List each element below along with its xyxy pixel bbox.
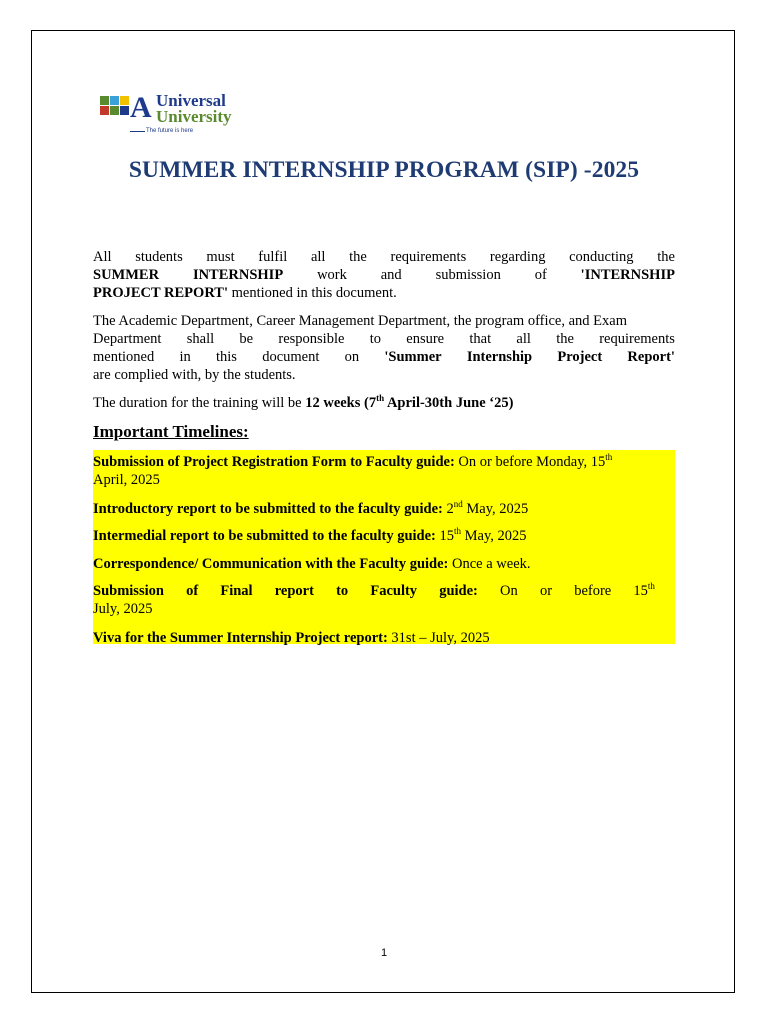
- text: the: [657, 249, 675, 265]
- timeline-item-registration: [93, 453, 675, 489]
- timeline-item-intermedial: [93, 527, 675, 545]
- text: Department: [93, 331, 162, 347]
- text: to: [369, 331, 381, 347]
- logo-tiles-icon: [100, 96, 130, 120]
- text: report: [274, 583, 314, 599]
- text: conducting: [569, 249, 634, 265]
- text: work: [317, 267, 347, 283]
- text: The duration for the training will be: [93, 395, 306, 411]
- paragraph-requirements: [93, 248, 675, 302]
- university-logo: [100, 92, 240, 136]
- text: 31st – July, 2025: [387, 630, 490, 646]
- text: Introductory report to be submitted to the faculty guide:: [93, 501, 443, 517]
- text: requirements: [599, 331, 675, 347]
- text: PROJECT REPORT': [93, 285, 228, 301]
- text: Intermedial report to be submitted to the faculty guide:: [93, 528, 436, 544]
- text: th: [605, 452, 613, 463]
- logo-tagline-rule: [130, 131, 145, 132]
- text: submission: [435, 267, 501, 283]
- text: mentioned in this document.: [227, 285, 397, 301]
- text: responsible: [278, 331, 345, 347]
- text: Faculty: [370, 583, 418, 599]
- text: guide:: [439, 583, 478, 599]
- text: to: [336, 583, 349, 599]
- text: Final: [220, 583, 253, 599]
- text: On or before Monday, 15: [454, 454, 606, 470]
- text: that: [469, 331, 492, 347]
- text: Viva for the Summer Internship Project report:: [93, 630, 388, 646]
- text: th: [454, 526, 462, 537]
- text: regarding: [489, 249, 546, 265]
- text: 'Summer: [384, 349, 442, 365]
- text: th: [647, 581, 655, 592]
- text: 12 weeks (7: [305, 395, 377, 411]
- text: requirements: [390, 249, 467, 265]
- text: May, 2025: [462, 501, 529, 517]
- text: shall: [186, 331, 215, 347]
- text: May, 2025: [461, 528, 527, 544]
- text: this: [216, 349, 237, 365]
- text: 2: [442, 501, 454, 517]
- text: before: [574, 583, 612, 599]
- text: all: [516, 331, 531, 347]
- text: or: [539, 583, 553, 599]
- timelines-heading: Important Timelines:: [93, 422, 249, 441]
- text: must: [206, 249, 235, 265]
- text: 15: [633, 583, 648, 599]
- logo-name-line1: Universal: [156, 91, 226, 110]
- text: SUMMER: [93, 267, 160, 283]
- paragraph-departments: [93, 312, 675, 384]
- timeline-item-correspondence: [93, 555, 675, 573]
- text: INTERNSHIP: [192, 267, 284, 283]
- text: students: [135, 249, 183, 265]
- text: Internship: [466, 349, 533, 365]
- text: on: [344, 349, 360, 365]
- text: are complied with, by the students.: [93, 367, 296, 383]
- text: 'INTERNSHIP: [580, 267, 675, 283]
- text: document: [262, 349, 320, 365]
- text: mentioned: [93, 349, 155, 365]
- text: be: [239, 331, 254, 347]
- text: ensure: [406, 331, 445, 347]
- text: July, 2025: [93, 601, 153, 617]
- text: the: [556, 331, 574, 347]
- page-title: SUMMER INTERNSHIP PROGRAM (SIP) -2025: [128, 157, 640, 183]
- text: Correspondence/ Communication with the Faculty guide:: [93, 556, 449, 572]
- timeline-item-viva: [93, 629, 675, 647]
- text: Report': [627, 349, 675, 365]
- text: April-30th June ‘25): [384, 395, 514, 411]
- timeline-item-introductory: [93, 500, 675, 518]
- page-number: 1: [380, 947, 388, 959]
- text: 15: [435, 528, 454, 544]
- logo-tagline: The future is here: [146, 128, 194, 134]
- text: April, 2025: [93, 472, 160, 488]
- text: Project: [557, 349, 603, 365]
- text: nd: [453, 499, 463, 510]
- text: All: [93, 249, 112, 265]
- timeline-item-final-report: [93, 582, 675, 618]
- text: The Academic Department, Career Management Department, the program office, and Exam: [93, 313, 627, 329]
- text: of: [534, 267, 547, 283]
- text: th: [376, 393, 385, 404]
- text: fulfil: [258, 249, 288, 265]
- logo-name-line2: University: [156, 107, 232, 126]
- text: of: [186, 583, 199, 599]
- paragraph-duration: [93, 394, 675, 412]
- text: On: [500, 583, 518, 599]
- text: all: [310, 249, 326, 265]
- text: the: [349, 249, 367, 265]
- text: in: [179, 349, 191, 365]
- text: and: [380, 267, 402, 283]
- text: Submission: [93, 583, 164, 599]
- logo-letter: A: [130, 91, 152, 124]
- text: Once a week.: [448, 556, 531, 572]
- text: Submission of Project Registration Form to Faculty guide:: [93, 454, 455, 470]
